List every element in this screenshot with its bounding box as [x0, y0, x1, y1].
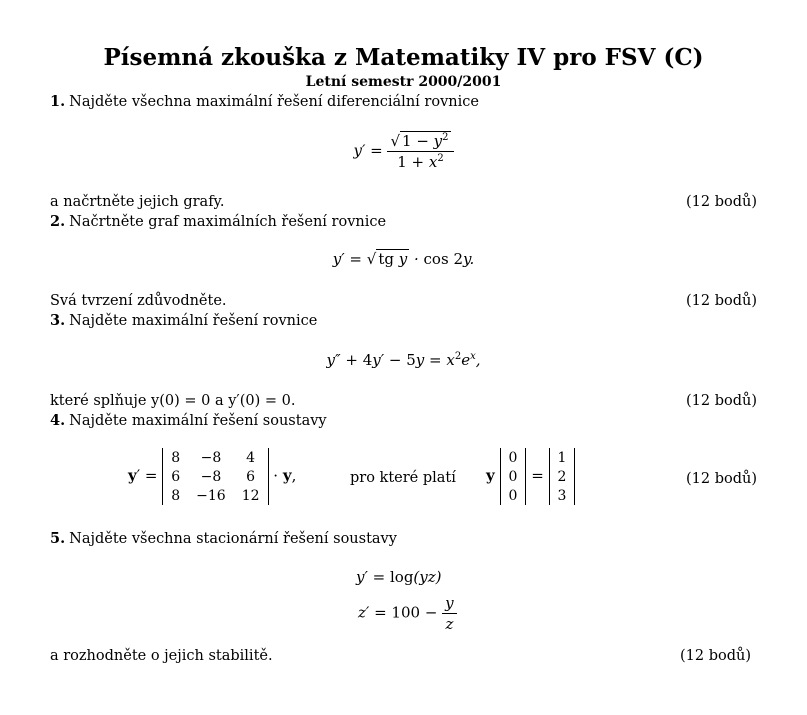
problem-number: 1.	[50, 93, 66, 110]
page-subtitle: Letní semestr 2000/2001	[305, 74, 502, 90]
initial-condition-4: y 0 0 0 = 1 2 3	[486, 448, 575, 505]
problem-3-points: (12 bodů)	[685, 393, 757, 409]
equation-1: y′ = $\frac{√ 1 - y^2}{1 + x^2}$	[0, 132, 807, 171]
problem-5-statement	[50, 530, 397, 548]
problem-1-points: (12 bodů)	[685, 194, 757, 210]
problem-number: 4.	[50, 412, 66, 429]
problem-number: 5.	[50, 530, 66, 547]
problem-number: 2.	[50, 213, 66, 230]
problem-5-points: (12 bodů)	[679, 648, 751, 664]
problem-2-after: Svá tvrzení zdůvodněte.	[50, 293, 227, 309]
problem-text: Načrtněte graf maximálních řešení rovnice	[69, 214, 387, 230]
problem-text: Najděte všechna stacionární řešení soustavy	[69, 531, 397, 547]
result-vector: 1 2 3	[549, 448, 576, 505]
initial-vector: 0 0 0	[500, 448, 527, 505]
problem-1-after: a načrtněte jejich grafy.	[50, 194, 225, 210]
problem-2-statement	[50, 213, 386, 231]
problem-1-statement	[50, 93, 479, 111]
problem-4-condition: pro které platí	[350, 470, 456, 486]
problem-text: Najděte maximální řešení rovnice	[69, 313, 318, 329]
equation-3: $y'' + 4y' - 5y = x^2e^x$,	[326, 351, 481, 369]
system-equation-4: y′ = 8 −8 4 6 −8 6 8 −16 12 · y,	[128, 449, 297, 504]
problem-3-after: které splňuje y(0) = 0 a y′(0) = 0.	[50, 393, 296, 409]
equation-5b: z′ = 100 − $\frac{y}{z}$	[358, 594, 457, 633]
problem-number: 3.	[50, 312, 66, 329]
problem-2-points: (12 bodů)	[685, 293, 757, 309]
equation-5a: y′ = log(yz)	[356, 568, 442, 586]
problem-4-points: (12 bodů)	[685, 471, 757, 487]
problem-4-statement	[50, 412, 327, 430]
page-title: Písemná zkouška z Matematiky IV pro FSV (C)	[103, 44, 704, 71]
equation-2: y′ = √ tg y · cos 2y.	[332, 250, 475, 268]
problem-3-statement	[50, 312, 317, 330]
problem-text: Najděte všechna maximální řešení diferenciální rovnice	[69, 94, 479, 110]
problem-text: Najděte maximální řešení soustavy	[69, 413, 327, 429]
coefficient-matrix: 8 −8 4 6 −8 6 8 −16 12	[162, 448, 268, 505]
problem-5-after: a rozhodněte o jejich stabilitě.	[50, 648, 273, 664]
